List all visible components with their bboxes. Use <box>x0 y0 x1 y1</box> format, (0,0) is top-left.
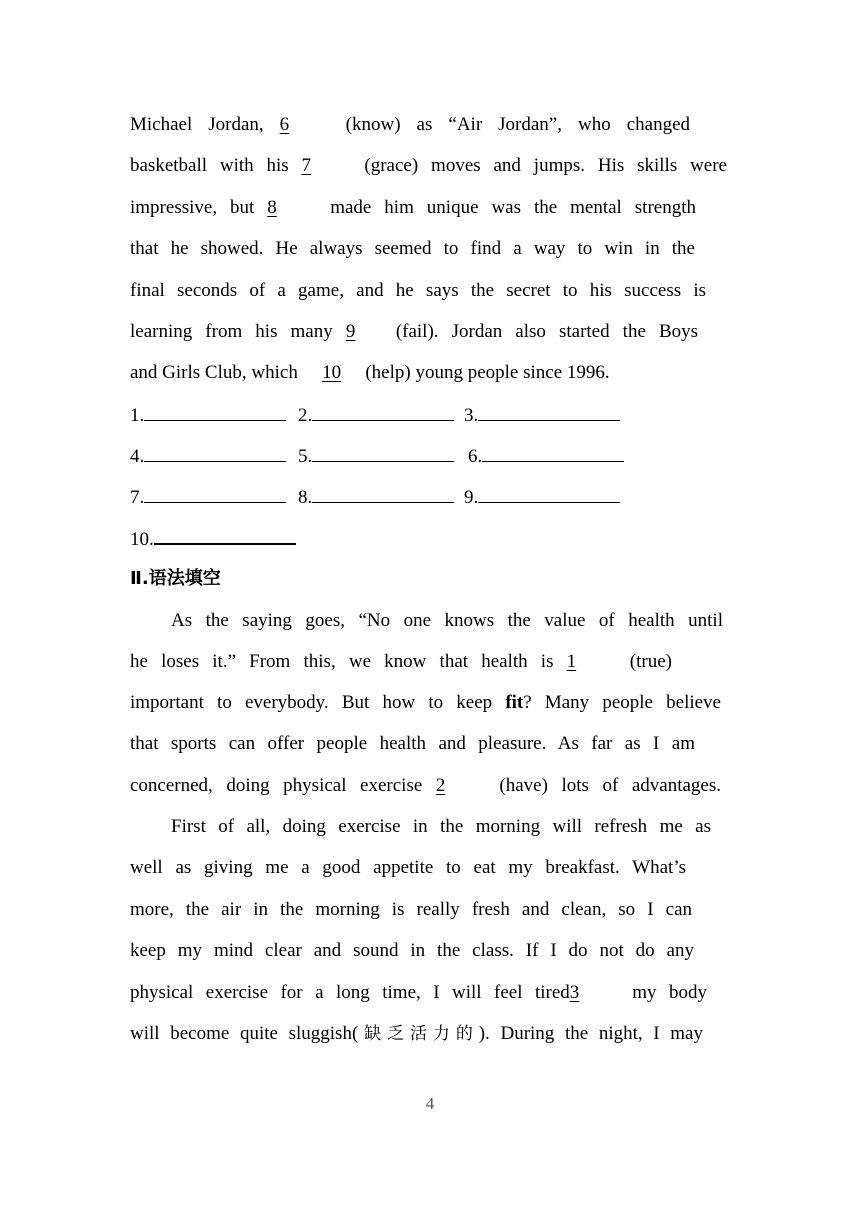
passage2-line-3 <box>130 690 721 716</box>
passage1-line-5: final seconds of a game, and he says the secret to his success is <box>130 280 706 301</box>
passage2-line-7: well as giving me a good appetite to eat my breakfast. What’s <box>130 857 686 878</box>
answer-label: 6. <box>468 446 483 467</box>
text-span: basketball with his <box>130 155 302 176</box>
page-number: 4 <box>425 1094 435 1113</box>
text-span: important to everybody. But how to keep <box>130 692 506 713</box>
answer-10[interactable] <box>130 525 296 553</box>
answer-row-2 <box>130 443 730 469</box>
answer-label: 7. <box>130 487 145 508</box>
blank-8: 8 <box>267 197 277 218</box>
answer-8[interactable] <box>298 484 454 511</box>
passage2-line-6: First of all, doing exercise in the morning will refresh me as <box>171 816 711 837</box>
answer-row-3 <box>130 484 730 510</box>
answer-7[interactable] <box>130 484 286 511</box>
passage2-line-2 <box>130 649 672 675</box>
answer-label: 9. <box>464 487 479 508</box>
text-span: (true) <box>616 651 672 672</box>
answer-label: 3. <box>464 405 479 426</box>
passage1-line-4: that he showed. He always seemed to find a way to win in the <box>130 238 695 259</box>
section-title: .语法填空 <box>141 568 221 589</box>
passage2-line-10 <box>130 980 707 1006</box>
passage2-line-8: more, the air in the morning is really fresh and clean, so I can <box>130 899 692 920</box>
text-span: will become quite sluggish( <box>130 1023 359 1044</box>
text-span: my body <box>619 982 707 1003</box>
passage1-line-1 <box>130 112 690 138</box>
text-span: impressive, but <box>130 197 268 218</box>
text-span: (help) young people since 1996. <box>360 362 610 383</box>
answer-line <box>478 402 620 421</box>
answer-label: 4. <box>130 446 145 467</box>
answer-4[interactable] <box>130 443 286 470</box>
answer-2[interactable] <box>298 402 454 429</box>
answer-row-1 <box>130 402 730 428</box>
text-span: (have) lots of advantages. <box>485 775 721 796</box>
answer-1[interactable] <box>130 402 286 429</box>
text-span: (grace) moves and jumps. His skills were <box>351 155 727 176</box>
answer-line <box>482 443 624 462</box>
text-span: ). During the night, I may <box>478 1023 703 1044</box>
answer-line <box>478 484 620 503</box>
answer-label: 2. <box>298 405 313 426</box>
passage1-line-3 <box>130 195 696 221</box>
text-span: Michael Jordan, <box>130 114 280 135</box>
passage1-line-6 <box>130 319 698 345</box>
bold-word: fit <box>505 692 524 713</box>
blank-7: 7 <box>301 155 312 176</box>
answer-label: 1. <box>130 405 145 426</box>
text-span: (know) as “Air Jordan”, who changed <box>329 114 691 135</box>
section-heading <box>130 566 221 592</box>
text-span: ? Many people believe <box>523 692 721 713</box>
answer-5[interactable] <box>298 443 454 470</box>
text-span: concerned, doing physical exercise <box>130 775 436 796</box>
answer-row-4 <box>130 525 430 551</box>
answer-6[interactable] <box>468 443 624 470</box>
answer-3[interactable] <box>464 402 620 429</box>
blank-3: 3 <box>569 982 580 1003</box>
text-span: made him unique was the mental strength <box>317 197 696 218</box>
answer-line <box>144 484 286 503</box>
blank-1: 1 <box>566 651 577 672</box>
passage2-line-1: As the saying goes, “No one knows the value of health until <box>171 610 723 631</box>
passage1-line-2 <box>130 153 727 179</box>
answer-label: 10. <box>130 529 154 550</box>
roman-numeral: Ⅱ <box>130 568 142 589</box>
answer-line <box>144 443 286 462</box>
passage2-line-5 <box>130 773 721 799</box>
answer-9[interactable] <box>464 484 620 511</box>
answer-label: 8. <box>298 487 313 508</box>
text-span: physical exercise for a long time, I will feel tired <box>130 982 570 1003</box>
text-span: learning from his many <box>130 321 346 342</box>
chinese-gloss: 缺乏活力的 <box>358 1024 479 1044</box>
answer-label: 5. <box>298 446 313 467</box>
blank-6: 6 <box>279 114 290 135</box>
passage2-line-4: that sports can offer people health and pleasure. As far as I am <box>130 733 695 754</box>
blank-9: 9 <box>345 321 356 342</box>
passage2-line-9: keep my mind clear and sound in the class. If I do not do any <box>130 940 694 961</box>
text-span: he loses it.” From this, we know that health is <box>130 651 567 672</box>
answer-line <box>312 402 454 421</box>
passage1-line-7 <box>130 360 690 386</box>
answer-line <box>154 525 296 545</box>
blank-10: 10 <box>322 362 342 383</box>
text-span: (fail). Jordan also started the Boys <box>395 321 699 342</box>
blank-2: 2 <box>435 775 446 796</box>
answer-line <box>144 402 286 421</box>
answer-line <box>312 484 454 503</box>
text-span: and Girls Club, which <box>130 362 303 383</box>
answer-line <box>312 443 454 462</box>
passage2-line-11 <box>130 1021 703 1047</box>
